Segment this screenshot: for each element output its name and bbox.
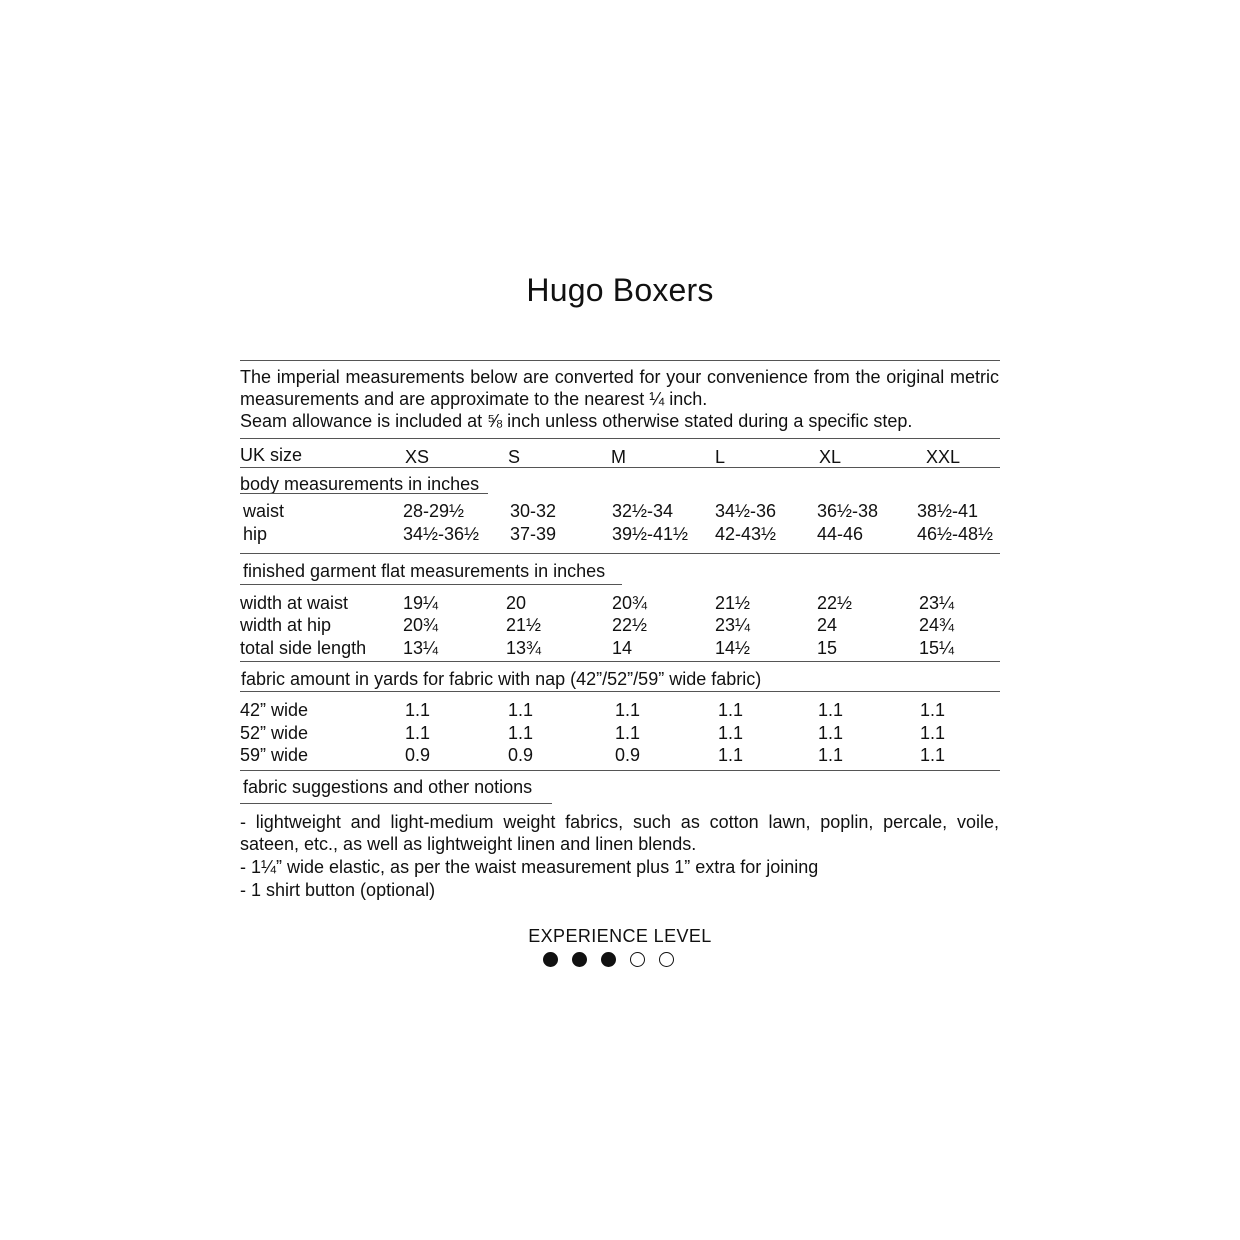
row-label-52-wide: 52” wide — [240, 723, 309, 743]
cell: 1.1 — [818, 700, 844, 720]
size-l: L — [715, 447, 726, 467]
empty-dot-icon — [659, 952, 674, 967]
cell: 15 — [817, 638, 838, 658]
cell: 13¾ — [506, 638, 542, 658]
cell: 42-43½ — [715, 524, 777, 544]
cell: 1.1 — [818, 745, 844, 765]
empty-dot-icon — [630, 952, 645, 967]
cell: 1.1 — [508, 700, 534, 720]
cell: 34½-36 — [715, 501, 777, 521]
size-xs: XS — [405, 447, 430, 467]
page-title: Hugo Boxers — [526, 272, 714, 308]
cell: 1.1 — [920, 745, 946, 765]
cell: 1.1 — [718, 700, 744, 720]
cell: 1.1 — [405, 700, 431, 720]
size-s: S — [508, 447, 521, 467]
notion-item-button: - 1 shirt button (optional) — [240, 880, 436, 900]
row-label-59-wide: 59” wide — [240, 745, 309, 765]
cell: 14½ — [715, 638, 751, 658]
experience-level-label: EXPERIENCE LEVEL — [528, 926, 712, 946]
row-label-hip: hip — [243, 524, 268, 544]
size-label: UK size — [240, 445, 303, 465]
cell: 34½-36½ — [403, 524, 480, 544]
cell: 15¼ — [919, 638, 955, 658]
cell: 21½ — [715, 593, 751, 613]
cell: 23¼ — [919, 593, 955, 613]
heading-underline — [240, 803, 552, 804]
row-label-width-at-waist: width at waist — [240, 593, 349, 613]
heading-underline — [240, 584, 622, 585]
cell: 20 — [506, 593, 527, 613]
cell: 20¾ — [403, 615, 439, 635]
divider — [240, 438, 1000, 439]
notion-item-elastic: - 1¼” wide elastic, as per the waist measurement plus 1” extra for joining — [240, 857, 819, 877]
divider — [240, 691, 1000, 692]
row-label-42-wide: 42” wide — [240, 700, 309, 720]
intro-paragraph: The imperial measurements below are converted for your convenience from the original metric measurements and are approximate to the nearest ¼ inch. — [240, 367, 999, 409]
heading-underline — [240, 493, 488, 494]
section-heading-garment: finished garment flat measurements in inches — [243, 561, 606, 581]
cell: 1.1 — [508, 723, 534, 743]
cell: 44-46 — [817, 524, 864, 544]
row-label-width-at-hip: width at hip — [240, 615, 332, 635]
divider — [240, 661, 1000, 662]
seam-allowance-note: Seam allowance is included at ⅝ inch unless otherwise stated during a specific step. — [240, 411, 913, 431]
cell: 39½-41½ — [612, 524, 689, 544]
cell: 22½ — [817, 593, 853, 613]
cell: 1.1 — [818, 723, 844, 743]
cell: 1.1 — [920, 723, 946, 743]
cell: 22½ — [612, 615, 648, 635]
cell: 24 — [817, 615, 838, 635]
cell: 19¼ — [403, 593, 439, 613]
cell: 14 — [612, 638, 633, 658]
size-m: M — [611, 447, 626, 467]
cell: 20¾ — [612, 593, 648, 613]
cell: 1.1 — [718, 745, 744, 765]
cell: 38½-41 — [917, 501, 979, 521]
row-label-total-side-length: total side length — [240, 638, 367, 658]
filled-dot-icon — [543, 952, 558, 967]
cell: 28-29½ — [403, 501, 465, 521]
cell: 37-39 — [510, 524, 557, 544]
cell: 23¼ — [715, 615, 751, 635]
filled-dot-icon — [601, 952, 616, 967]
cell: 1.1 — [718, 723, 744, 743]
experience-level-rating — [543, 952, 674, 967]
cell: 36½-38 — [817, 501, 879, 521]
cell: 1.1 — [920, 700, 946, 720]
section-heading-fabric-amount: fabric amount in yards for fabric with nap (42”/52”/59” wide fabric) — [241, 669, 762, 689]
divider — [240, 360, 1000, 361]
section-heading-body: body measurements in inches — [240, 474, 480, 494]
cell: 1.1 — [615, 723, 641, 743]
divider — [240, 553, 1000, 554]
size-xxl: XXL — [926, 447, 961, 467]
cell: 30-32 — [510, 501, 557, 521]
cell: 1.1 — [405, 723, 431, 743]
section-heading-notions: fabric suggestions and other notions — [243, 777, 533, 797]
cell: 21½ — [506, 615, 542, 635]
notion-item-fabrics: - lightweight and light-medium weight fabrics, such as cotton lawn, poplin, percale, voile, sateen, etc., as well as lightweight linen and linen blends. — [240, 812, 999, 854]
row-label-waist: waist — [243, 501, 285, 521]
divider — [240, 467, 1000, 468]
cell: 46½-48½ — [917, 524, 994, 544]
cell: 24¾ — [919, 615, 955, 635]
cell: 0.9 — [405, 745, 431, 765]
cell: 1.1 — [615, 700, 641, 720]
cell: 32½-34 — [612, 501, 674, 521]
filled-dot-icon — [572, 952, 587, 967]
size-xl: XL — [819, 447, 842, 467]
cell: 0.9 — [508, 745, 534, 765]
divider — [240, 770, 1000, 771]
cell: 13¼ — [403, 638, 439, 658]
cell: 0.9 — [615, 745, 641, 765]
